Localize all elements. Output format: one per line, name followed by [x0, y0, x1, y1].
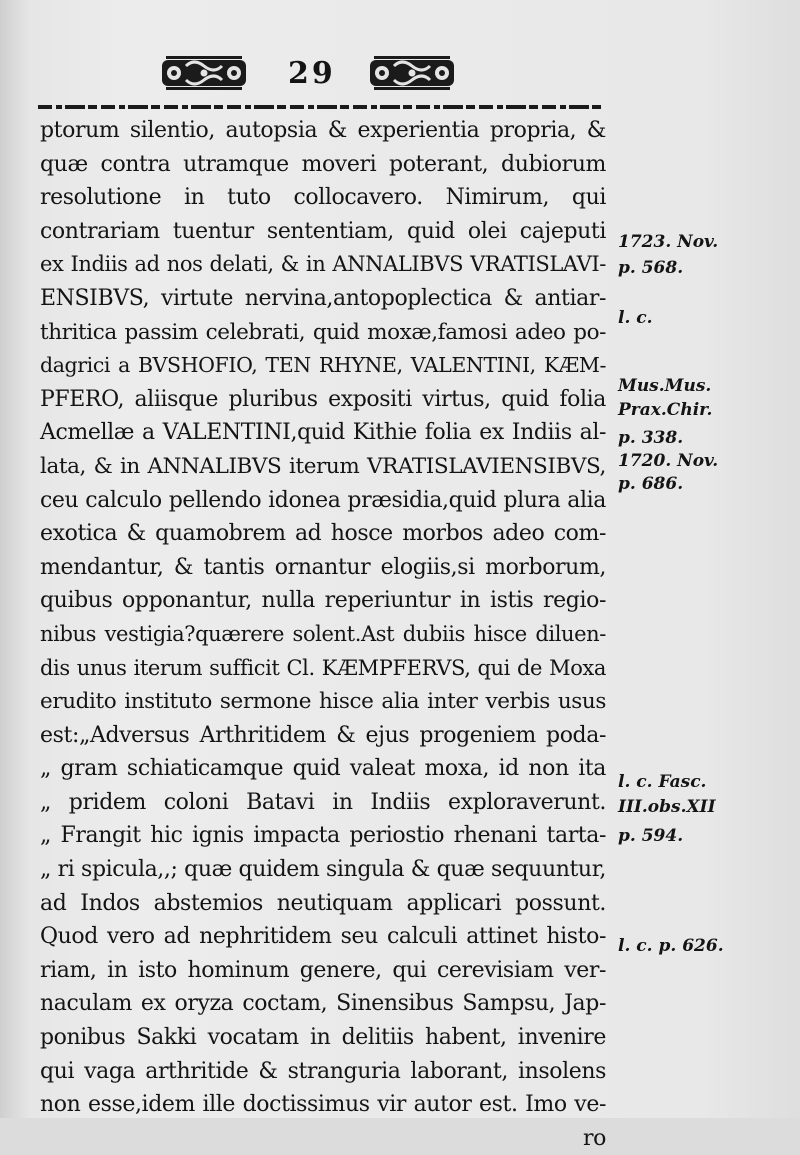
text-line: ptorum silentio, autopsia & experientia propria, & [40, 118, 606, 143]
text-line: resolutione in tuto collocavero. Nimirum, qui [40, 185, 606, 211]
text-line: quæ contra utramque moveri poterant, dubiorum [40, 151, 606, 177]
margin-note: 1720. Nov. [618, 451, 719, 471]
text-line: ad Indos abstemios neutiquam applicari possunt. [40, 890, 606, 916]
text-line: mendantur, & tantis ornantur elogiis,si morborum, [40, 554, 606, 580]
margin-note: l. c. p. 626. [618, 936, 724, 956]
text-line: contrariam tuentur sententiam, quid olei cajeputi [40, 218, 606, 244]
margin-note: III.obs.XII [618, 797, 716, 817]
text-line: riam, in isto hominum genere, qui cerevisiam ver- [40, 957, 606, 983]
margin-note: p. 338. [618, 428, 684, 448]
margin-note: p. 594. [618, 826, 684, 846]
text-line: Acmellæ a VALENTINI,quid Kithie folia ex Indiis al- [40, 420, 606, 446]
margin-note: p. 686. [618, 474, 684, 494]
catchword: ro [583, 1125, 606, 1151]
text-line: Quod vero ad nephritidem seu calculi attinet histo- [40, 924, 606, 950]
text-line: ceu calculo pellendo idonea præsidia,quid plura alia [40, 487, 606, 513]
text-line: lata, & in ANNALIBVS iterum VRATISLAVIENSIBVS, [40, 453, 606, 479]
text-line: qui vaga arthritide & stranguria laborant, insolens [40, 1058, 606, 1084]
main-text-block [40, 114, 606, 1155]
text-line: est:„Adversus Arthritidem & ejus progeniem poda- [40, 722, 606, 748]
text-line: „ gram schiaticamque quid valeat moxa, id non ita [40, 756, 606, 782]
text-line: dis unus iterum sufficit Cl. KÆMPFERVS, qui de Moxa [40, 655, 606, 680]
header-rule [38, 104, 602, 110]
text-line: thritica passim celebrati, quid moxæ,famosi adeo po- [40, 319, 606, 345]
text-line: quibus opponantur, nulla reperiuntur in istis regio- [40, 588, 606, 614]
page-number: 29 [288, 56, 336, 91]
text-line: dagrici a BVSHOFIO, TEN RHYNE, VALENTINI, KÆM- [40, 353, 606, 378]
text-line: ex Indiis ad nos delati, & in ANNALIBVS VRATISLAVI- [40, 252, 606, 277]
running-header [160, 52, 460, 96]
printers-ornament-right [368, 54, 456, 92]
text-line: „ pridem coloni Batavi in Indiis exploraverunt. [40, 789, 606, 815]
margin-note: p. 568. [618, 258, 684, 278]
text-line: ponibus Sakki vocatam in delitiis habent, invenire [40, 1025, 606, 1051]
text-line: nibus vestigia?quærere solent.Ast dubiis hisce diluen- [40, 621, 606, 646]
margin-note: 1723. Nov. [618, 232, 719, 252]
text-line: ENSIBVS, virtute nervina,antopoplectica & antiar- [40, 285, 606, 311]
margin-note: Prax.Chir. [618, 400, 713, 420]
text-line: erudito instituto sermone hisce alia inter verbis usus [40, 689, 606, 715]
text-line: naculam ex oryza coctam, Sinensibus Sampsu, Jap- [40, 991, 606, 1017]
text-line: „ ri spicula,,; quæ quidem singula & quæ sequuntur, [40, 857, 606, 883]
printers-ornament-left [160, 54, 248, 92]
margin-note: l. c. Fasc. [618, 772, 707, 792]
text-line: exotica & quamobrem ad hosce morbos adeo com- [40, 521, 606, 547]
text-line: PFERO, aliisque pluribus expositi virtus, quid folia [40, 386, 606, 412]
text-line: „ Frangit hic ignis impacta periostio rhenani tarta- [40, 823, 606, 849]
text-line: non esse,idem ille doctissimus vir autor est. Imo ve- [40, 1092, 606, 1118]
margin-note: l. c. [618, 308, 653, 328]
margin-note: Mus.Mus. [618, 376, 712, 396]
